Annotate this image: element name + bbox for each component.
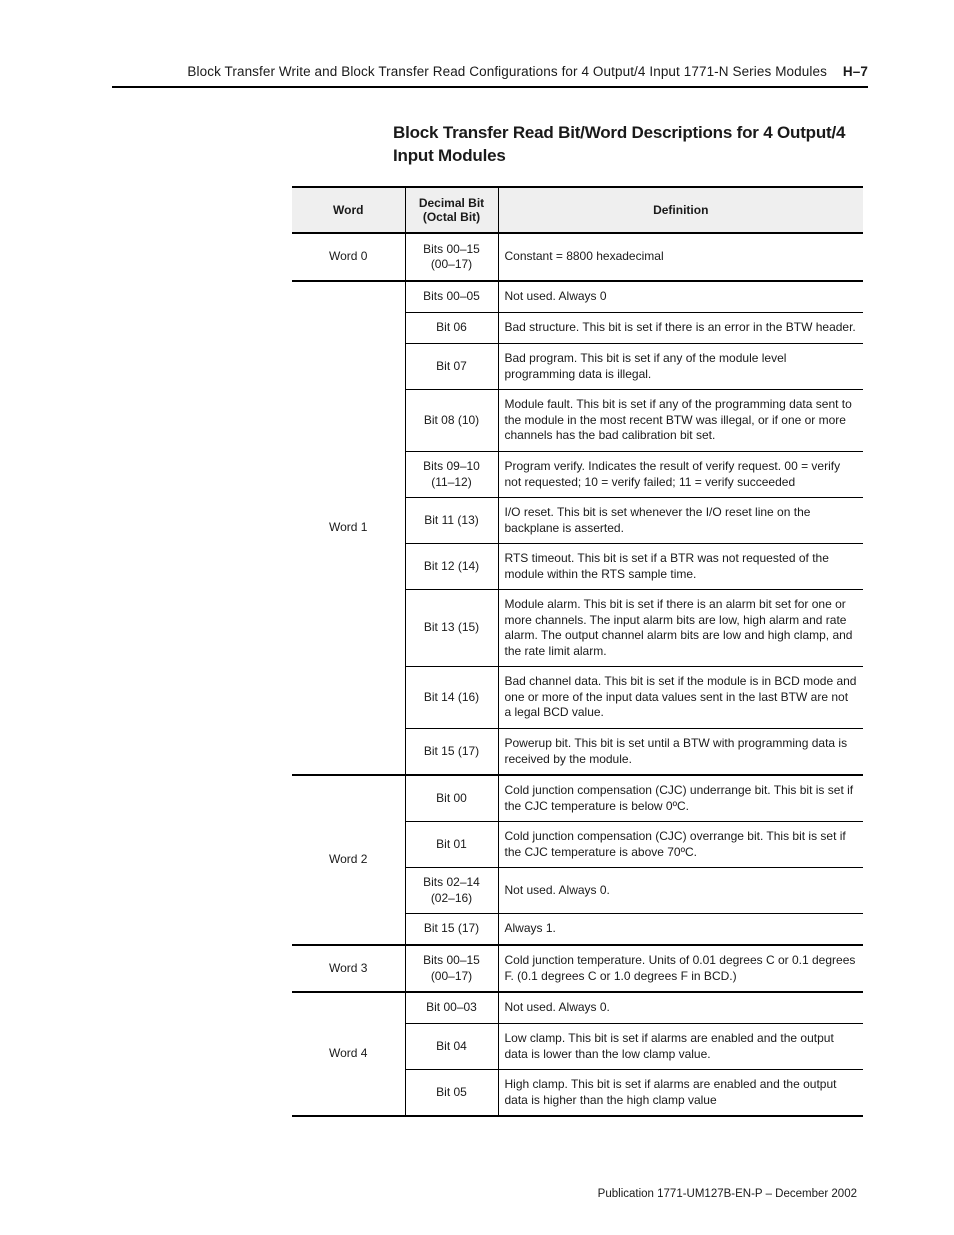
bit-cell	[405, 452, 498, 498]
table-header-row	[292, 187, 863, 233]
bit-cell	[405, 1070, 498, 1117]
bit-line1: Bit 04	[436, 1038, 467, 1053]
bit-word-table	[292, 186, 863, 1117]
bit-line1: Bits 00–15	[423, 241, 480, 256]
bit-line1: Bit 12 (14)	[423, 558, 480, 573]
table-row	[292, 945, 863, 992]
bit-line2: (00–17)	[430, 257, 473, 271]
definition-cell: Powerup bit. This bit is set until a BTW with programming data is received by the module.	[498, 729, 863, 776]
bit-cell	[405, 775, 498, 822]
publication-footer: Publication 1771-UM127B-EN-P – December 2002	[597, 1188, 857, 1200]
definition-cell: Bad program. This bit is set if any of the module level programming data is illegal.	[498, 344, 863, 390]
bit-cell	[405, 667, 498, 729]
definition-cell: Bad channel data. This bit is set if the module is in BCD mode and one or more of the input data values sent in the last BTW are not a legal BCD value.	[498, 667, 863, 729]
bit-line2: (00–17)	[430, 968, 473, 983]
bit-line1: Bit 11 (13)	[424, 512, 479, 527]
bit-cell	[405, 281, 498, 313]
word-cell: Word 3	[292, 945, 405, 992]
bit-line1: Bits 00–05	[423, 289, 480, 304]
bit-cell	[405, 945, 498, 992]
bit-cell	[405, 390, 498, 452]
table-body	[292, 233, 863, 1116]
word-cell: Word 0	[292, 233, 405, 281]
word-cell: Word 4	[292, 992, 405, 1116]
header-bit-line1: Decimal Bit	[418, 196, 485, 210]
definition-cell: Bad structure. This bit is set if there is an error in the BTW header.	[498, 313, 863, 344]
header-rule	[112, 86, 868, 88]
bit-cell	[405, 729, 498, 776]
header-bit-line2: (Octal Bit)	[422, 210, 481, 224]
table-row	[292, 992, 863, 1024]
bit-cell	[405, 1024, 498, 1070]
header-word: Word	[292, 187, 405, 233]
bit-cell	[405, 233, 498, 281]
bit-cell	[405, 868, 498, 914]
bit-line2: (02–16)	[430, 890, 473, 905]
definition-cell: Program verify. Indicates the result of verify request. 00 = verify not requested; 10 = verify failed; 11 = verify succeeded	[498, 452, 863, 498]
table-row	[292, 775, 863, 822]
bit-cell	[405, 914, 498, 946]
bit-line1: Bit 07	[436, 358, 467, 373]
definition-cell: Module fault. This bit is set if any of the programming data sent to the module in the most recent BTW was illegal, or if one or more channels has the bad calibration bit set.	[498, 390, 863, 452]
bit-line1: Bits 02–14	[423, 875, 480, 889]
definition-cell: I/O reset. This bit is set whenever the I/O reset line on the backplane is asserted.	[498, 498, 863, 544]
bit-line1: Bits 00–15	[423, 953, 480, 967]
bit-line1: Bit 00–03	[426, 1000, 477, 1015]
definition-cell: Not used. Always 0.	[498, 868, 863, 914]
word-cell: Word 2	[292, 775, 405, 945]
running-header-title: Block Transfer Write and Block Transfer Read Configurations for 4 Output/4 Input 1771-N Series Modules	[187, 64, 827, 79]
definition-cell: Cold junction temperature. Units of 0.01 degrees C or 0.1 degrees F. (0.1 degrees C or 1.0 degrees F in BCD.)	[498, 945, 863, 992]
definition-cell: Not used. Always 0	[498, 281, 863, 313]
bit-cell	[405, 822, 498, 868]
definition-cell: High clamp. This bit is set if alarms are enabled and the output data is higher than the high clamp value	[498, 1070, 863, 1117]
bit-line1: Bit 15 (17)	[423, 743, 480, 758]
definition-cell: Constant = 8800 hexadecimal	[498, 233, 863, 281]
bit-cell	[405, 313, 498, 344]
bit-line1: Bit 01	[436, 836, 467, 851]
bit-line1: Bit 14 (16)	[423, 689, 480, 704]
definition-cell: Low clamp. This bit is set if alarms are enabled and the output data is lower than the low clamp value.	[498, 1024, 863, 1070]
header-definition: Definition	[498, 187, 863, 233]
definition-cell: Not used. Always 0.	[498, 992, 863, 1024]
bit-cell	[405, 344, 498, 390]
word-cell: Word 1	[292, 281, 405, 775]
bit-line1: Bits 09–10	[423, 459, 480, 473]
running-header	[112, 64, 868, 79]
table-row	[292, 281, 863, 313]
definition-cell: Cold junction compensation (CJC) overrange bit. This bit is set if the CJC temperature is above 70ºC.	[498, 822, 863, 868]
bit-line2: (11–12)	[431, 474, 472, 489]
bit-cell	[405, 544, 498, 590]
definition-cell: Cold junction compensation (CJC) underrange bit. This bit is set if the CJC temperature is below 0ºC.	[498, 775, 863, 822]
definition-cell: Module alarm. This bit is set if there is an alarm bit set for one or more channels. The input alarm bits are low, high alarm and rate alarm. The output channel alarm bits are low and high clamp, and the rate limit alarm.	[498, 590, 863, 667]
header-bit	[405, 187, 498, 233]
section-title: Block Transfer Read Bit/Word Descriptions for 4 Output/4 Input Modules	[393, 123, 846, 165]
bit-line1: Bit 00	[436, 790, 467, 805]
page-number: H–7	[842, 64, 868, 79]
definition-cell: RTS timeout. This bit is set if a BTR was not requested of the module within the RTS sample time.	[498, 544, 863, 590]
bit-line1: Bit 08 (10)	[423, 412, 480, 427]
table-row	[292, 233, 863, 281]
bit-cell	[405, 498, 498, 544]
bit-cell	[405, 590, 498, 667]
bit-cell	[405, 992, 498, 1024]
bit-line1: Bit 15 (17)	[423, 921, 480, 936]
definition-cell: Always 1.	[498, 914, 863, 946]
bit-line1: Bit 13 (15)	[423, 620, 480, 635]
bit-line1: Bit 06	[436, 320, 467, 335]
bit-line1: Bit 05	[436, 1084, 467, 1099]
